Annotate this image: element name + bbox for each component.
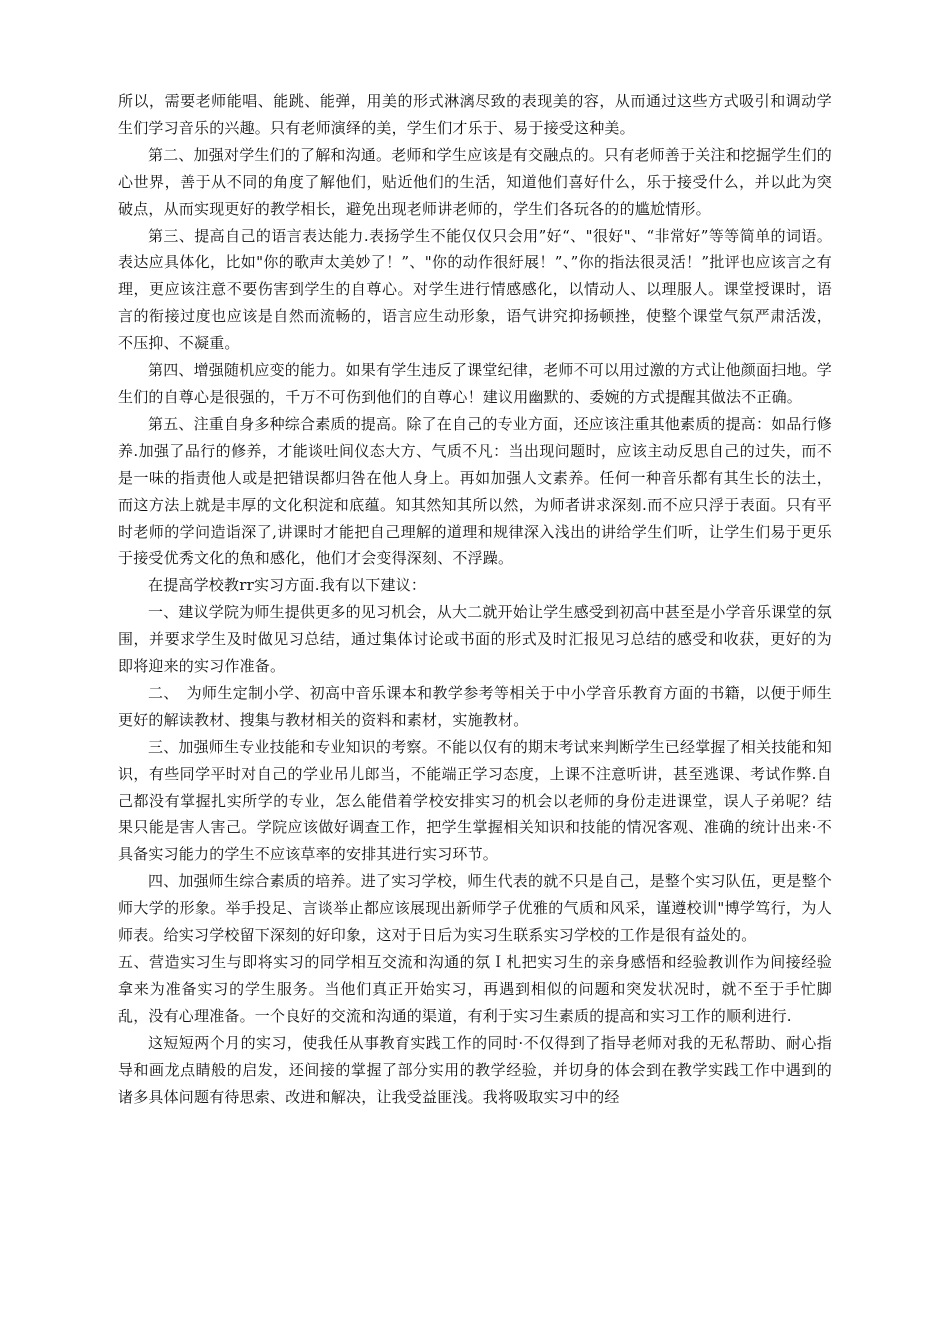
paragraph-suggestion-five: 五、营造实习生与即将实习的同学相互交流和沟通的氛Ｉ札把实习生的亲身感悟和经验教训作为间接经验拿来为准备实习的学生服务。当他们真正开始实习，再遇到相似的问题和突发状况时，就不至于手忙脚乱，没有心理准备。一个良好的交流和沟通的渠道，有利于实习生素质的提高和实习工作的顺利进行. bbox=[118, 953, 832, 1025]
paragraph-suggestion-three: 三、加强师生专业技能和专业知识的考察。不能以仅有的期末考试来判断学生已经掌握了相关技能和知识，有些同学平时对自己的学业吊儿郎当，不能端正学习态度，上课不注意听讲，甚至逃课、考试作弊.自己都没有掌握扎实所学的专业，怎么能借着学校安排实习的机会以老师的身份走进课堂，误人子弟呢？结果只能是害人害己。学院应该做好调查工作，把学生掌握相关知识和技能的情况客观、准确的统计出来·不具备实习能力的学生不应该草率的安排其进行实习环节。 bbox=[118, 737, 833, 864]
paragraph-suggestion-one: 一、建议学院为师生提供更多的见习机会，从大二就开始让学生感受到初高中甚至是小学音乐课堂的氛围，并要求学生及时做见习总结，通过集体讨论或书面的形式及时汇报见习总结的感受和收获，更好的为即将迎来的实习作准备。 bbox=[118, 603, 833, 676]
paragraph-point-three: 第三、提高自己的语言表达能力.表扬学生不能仅仅只会用”好“、"很好"、“非常好”等等简单的词语。表达应具体化，比如"你的歌声太美妙了！”、"你的动作很紆展！”、”你的指法很灵活！”批评也应该言之有理，更应该注意不要伤害到学生的自尊心。对学生进行情感感化，以情动人、以理服人。课堂授课时，语言的衔接过度也应该是自然而流畅的，语言应生动形象，语气讲究抑扬顿挫，使整个课堂气氛严肃活泼，不压抑、不凝重。 bbox=[118, 226, 832, 353]
document-body bbox=[118, 88, 832, 1110]
paragraph-suggestions-intro: 在提高学校教rr实习方面.我有以下建议： bbox=[148, 576, 427, 595]
paragraph-conclusion: 这短短两个月的实习，使我任从事教育实践工作的同时·不仅得到了指导老师对我的无私帮助、耐心指导和画龙点睛般的启发，还间接的掌握了部分实用的教学经验，并切身的体会到在教学实践工作中遇到的诸多具体问题有待思索、改进和解决，让我受益匪浅。我将吸取实习中的经 bbox=[118, 1033, 832, 1106]
paragraph-suggestion-four: 四、加强师生综合素质的培养。进了实习学校，师生代表的就不只是自己，是整个实习队伍，更是整个师大学的形象。举手投足、言谈举止都应该展现出新师学子优雅的气质和风采，谨遵校训"博学笃行，为人师表。给实习学校留下深刻的好印象，这对于日后为实习生联系实习学校的工作是很有益处的。 bbox=[118, 872, 833, 945]
paragraph-point-four: 第四、增强随机应变的能力。如果有学生违反了课堂纪律，老师不可以用过激的方式让他颜面扫地。学生们的自尊心是很强的，千万不可伤到他们的自尊心！建议用幽默的、委婉的方式提醒其做法不正确。 bbox=[118, 361, 833, 406]
paragraph-intro: 所以，需要老师能唱、能跳、能弹，用美的形式淋漓尽致的表现美的容，从而通过这些方式吸引和调动学生们学习音乐的兴趣。只有老师演绎的美，学生们才乐于、易于接受这种美。 bbox=[118, 92, 832, 137]
paragraph-point-two: 第二、加强对学生们的了解和沟通。老师和学生应该是有交融点的。只有老师善于关注和挖掘学生们的心世界，善于从不同的角度了解他们，贴近他们的生活，知道他们喜好什么，乐于接受什么，并以此为突破点，从而实现更好的教学相长，避免出现老师讲老师的，学生们各玩各的的尴尬情形。 bbox=[118, 145, 833, 218]
paragraph-point-five: 第五、注重自身多种综合素质的提高。除了在自己的专业方面，还应该注重其他素质的提高：如品行修养.加强了品行的修养，才能谈吐间仪态大方、气质不凡：当出现问题时，应该主动反思自己的过失，而不是一味的指责他人或是把错误都归咎在他人身上。再如加强人文素养。任何一种音乐都有其生长的法土，而这方法上就是丰厚的文化积淀和底蕴。知其然知其所以然，为师者讲求深刻.而不应只浮于表面。只有平时老师的学问造诣深了,讲课时才能把自己理解的道理和规律深入浅出的讲给学生们听，让学生们易于更乐于接受优秀文化的魚和感化，他们才会变得深刻、不浮躁。 bbox=[118, 414, 833, 568]
paragraph-suggestion-two: 二、 为师生定制小学、初高中音乐课本和教学参考等相关于中小学音乐教育方面的书籍，以便于师生更好的解读教材、搜集与教材相关的资料和素材，实施教材。 bbox=[118, 683, 832, 729]
